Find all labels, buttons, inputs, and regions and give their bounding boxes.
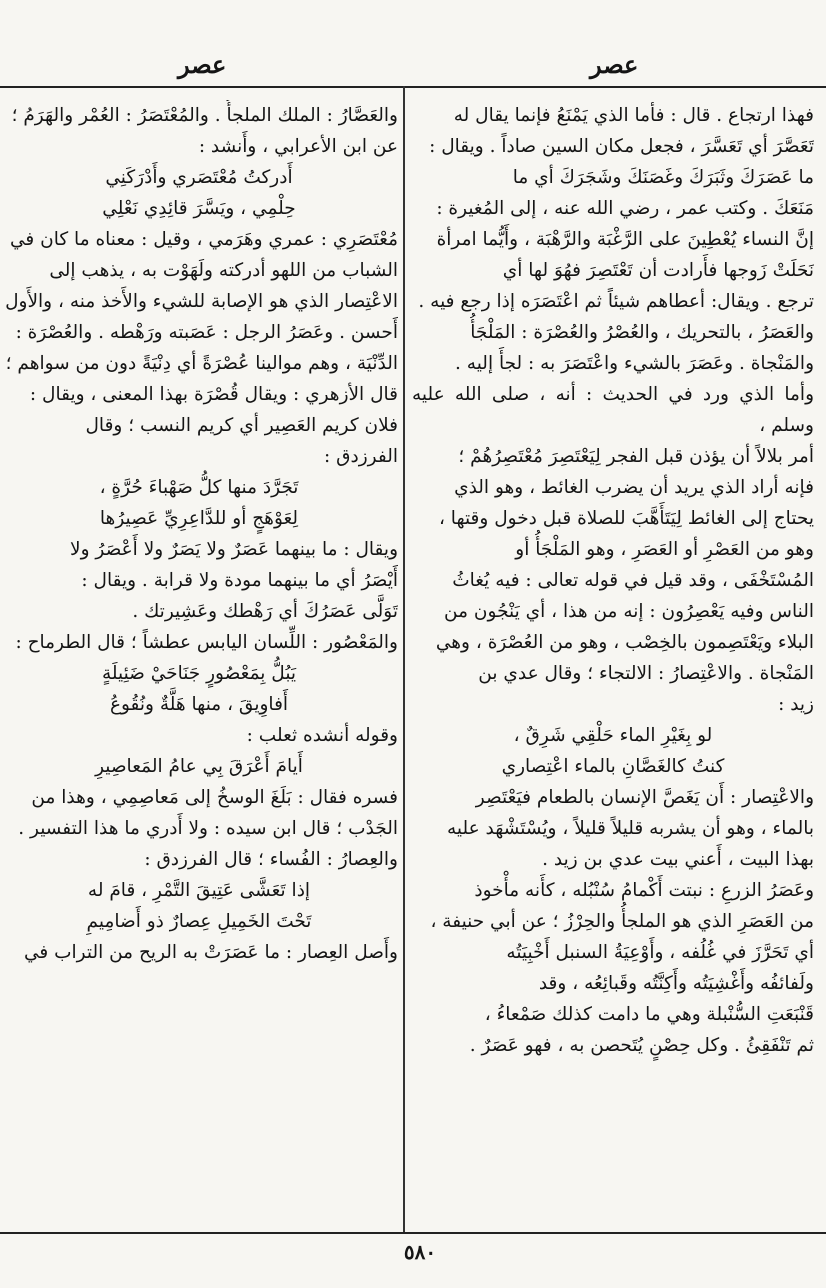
left-column-verse-4 <box>0 751 398 782</box>
verse-line: أَيامَ أَعْرَقَ بِي عامُ المَعاصِيرِ <box>95 756 303 777</box>
text-line: الفرزدق : <box>324 446 398 467</box>
left-column-text-1 <box>0 100 398 162</box>
text-line: الجَدْب ؛ قال ابن سيده : ولا أَدري ما هذا التفسير . <box>18 818 398 839</box>
text-line: ويقال : ما بينهما عَصَرٌ ولا يَصَرٌ ولا أَعْصَرُ ولا <box>70 539 398 560</box>
text-line: بالماء ، وهو أن يشربه قليلاً قليلاً ، ويُسْتَشْهَد عليه <box>447 818 814 839</box>
text-line: أي تَحَرَّزَ في غُلُفه ، وأَوْعِيَةُ السنبل أَخْبِيَتُه <box>506 942 814 963</box>
top-rule <box>0 86 826 88</box>
verse-line: إذا تَعَشَّى عَتِيقَ التَّمْرِ ، قامَ له <box>87 880 311 901</box>
text-line: وقوله أنشده ثعلب : <box>246 725 398 746</box>
page-number: ٥٨٠ <box>403 1240 437 1264</box>
text-line: وعَصَرُ الزرعِ : نبتت أَكْمامُ سُنْبُله ، كأَنه مأْخوذ <box>474 880 814 901</box>
text-line: ثم تَنْفَقِئُ . وكل حِصْنٍ يُتَحصن به ، فهو عَصَرٌ . <box>469 1035 814 1056</box>
text-line: مُعْتَصَرِي : عمري وهَرَمي ، وقيل : معناه ما كان في <box>10 229 398 250</box>
text-line: فلان كريم العَصِير أي كريم النسب ؛ وقال <box>85 415 398 436</box>
text-line: وهو من العَصْرِ أو العَصَرِ ، وهو المَلْجَأُ أو <box>515 539 814 560</box>
bottom-rule <box>0 1232 826 1234</box>
right-column <box>412 100 814 1228</box>
text-line: والمَعْصُور : اللِّسان اليابس عطشاً ؛ قال الطرماح : <box>15 632 398 653</box>
text-line: تَعَصَّرَ أي تَعَسَّرَ ، فجعل مكان السين صاداً . ويقال : <box>429 136 814 157</box>
text-line: من العَصَرِ الذي هو الملجأُ والحِرْزُ ؛ عن أبي حنيفة ، <box>430 911 814 932</box>
verse-line: أَدركتُ مُعْتَصَري وأَدْرَكَنِي <box>105 167 293 188</box>
left-column <box>0 100 398 1228</box>
text-line: الشباب من اللهو أدركته ولَهَوْت به ، يذهب إلى <box>49 260 398 281</box>
text-line: زيد : <box>778 694 814 715</box>
left-header-word: عصر <box>178 50 227 79</box>
verse-line: أَفاوِيقَ ، منها هَلَّةٌ ونُقُوعُ <box>109 694 289 715</box>
text-line: المُسْتَخْفَى ، وقد قيل في قوله تعالى : فيه يُغاثُ <box>452 570 814 591</box>
left-column-verse-3 <box>0 658 398 720</box>
text-line: عن ابن الأعرابي ، وأَنشد : <box>198 136 398 157</box>
text-line: مَنَعَكَ . وكتب عمر ، رضي الله عنه ، إلى المُغيرة : <box>436 198 814 219</box>
left-column-verse-5 <box>0 875 398 937</box>
left-column-text-6 <box>0 937 398 968</box>
verse-line: تَجَرَّدَ منها كلُّ صَهْباءَ حُرَّةٍ ، <box>99 477 299 498</box>
text-line: والعِصارُ : الفُساء ؛ قال الفرزدق : <box>144 849 398 870</box>
text-line: والمَنْجاة . وعَصَرَ بالشيء واعْتَصَرَ به : لجأَ إليه . <box>455 353 814 374</box>
left-column-verse-1 <box>0 162 398 224</box>
left-column-text-4 <box>0 720 398 751</box>
text-line: وأما الذي ورد في الحديث : أنه ، صلى الله عليه وسلم ، <box>412 384 814 436</box>
left-column-verse-2 <box>0 472 398 534</box>
right-header-word: عصر <box>590 50 639 79</box>
text-line: ولَفائفُه وأَغْشِيَتُه وأَكِنَّتُه وقَبائِعُه ، وقد <box>538 973 814 994</box>
text-line: أمر بلالاً أن يؤذن قبل الفجر لِيَعْتَصِرَ مُعْتَصِرُهُمْ ؛ <box>458 446 814 467</box>
text-line: والاعْتِصار : أَن يَغَصَّ الإنسان بالطعام فيَعْتَصِر <box>475 787 814 808</box>
text-line: والعَصَرُ ، بالتحريك ، والعُصْرُ والعُصْرَة : المَلْجَأُ <box>470 322 814 343</box>
verse-line: تَحْتَ الخَمِيلِ عِصارٌ ذو أَضامِيمِ <box>86 911 312 932</box>
text-line: فسره فقال : بَلَغَ الوسخُ إلى مَعاصِمِي ، وهذا من <box>31 787 398 808</box>
text-line: المَنْجاة . والاعْتِصارُ : الالتجاء ؛ وقال عدي بن <box>478 663 814 684</box>
verse-line: لِعَوْهَجٍ أو للدَّاعِرِيِّ عَصِيرُها <box>99 508 299 529</box>
text-line: قال الأزهري : ويقال قُصْرَة بهذا المعنى ، ويقال : <box>29 384 398 405</box>
verse-line: لو بِغَيْرِ الماء حَلْقِي شَرِقٌ ، <box>513 725 713 746</box>
text-line: إنَّ النساء يُعْطِينَ على الرَّغْبَة والرَّهْبَة ، وأَيُّما امرأة <box>436 229 814 250</box>
verse-line: يَبُلُّ بِمَعْصُورٍ جَنَاحَيْ ضَئِيلَةٍ <box>101 663 297 684</box>
left-column-text-5 <box>0 782 398 875</box>
text-line: فهذا ارتجاع . قال : فأما الذي يَمْنَعُ فإنما يقال له <box>453 105 814 126</box>
text-line: فإنه أراد الذي يريد أن يضرب الغائط ، وهو الذي <box>454 477 814 498</box>
verse-line: كنتُ كالغَصَّانِ بالماء اعْتِصاري <box>501 756 725 777</box>
text-line: وأَصل العِصار : ما عَصَرَتْ به الريح من التراب في <box>23 942 398 963</box>
text-line: يحتاج إلى الغائط لِيَتَأَهَّبَ للصلاة قبل دخول وقتها ، <box>438 508 814 529</box>
right-column-text-1 <box>412 100 814 720</box>
column-divider <box>403 86 405 1232</box>
text-line: نَحَلَتْ زَوجها فأَرادت أن تَعْتَصِرَ فهُوَ لها أي <box>502 260 814 281</box>
text-line: البلاء ويَعْتَصِمون بالخِصْب ، وهو من العُصْرَة ، وهي <box>435 632 814 653</box>
text-line: ترجع . ويقال: أعطاهم شيئاً ثم اعْتَصَرَه إذا رجع فيه . <box>418 291 814 312</box>
text-line: ما عَصَرَكَ وثَبَرَكَ وغَصَنَكَ وشَجَرَكَ أي ما <box>512 167 814 188</box>
right-column-verse-1 <box>412 720 814 782</box>
left-column-text-3 <box>0 534 398 658</box>
text-line: والعَصَّارُ : الملك الملجأُ . والمُعْتَصَرُ : العُمْر والهَرَمُ ؛ <box>11 105 398 126</box>
text-line: الدِّنْيَة ، وهم موالينا عُصْرَةً أي دِنْيَةً دون من سواهم ؛ <box>5 353 398 374</box>
text-line: الاعْتِصار الذي هو الإصابة للشيء والأَخذ منه ، والأَول <box>5 291 398 312</box>
text-line: أَحسن . وعَصَرُ الرجل : عَصَبته ورَهْطه . والعُصْرَة : <box>15 322 398 343</box>
text-line: قَنْبَعَتِ السُّنْبلة وهي ما دامت كذلك صَمْعاءُ ، <box>484 1004 814 1025</box>
text-line: تَوَلَّى عَصَرُكَ أي رَهْطك وعَشِيرتك . <box>132 601 398 622</box>
text-line: أَيْصَرُ أي ما بينهما مودة ولا قرابة . ويقال : <box>81 570 398 591</box>
right-column-text-2 <box>412 782 814 1061</box>
text-line: الناس وفيه يَعْصِرُون : إنه من هذا ، أي يَنْجُون من <box>444 601 814 622</box>
text-line: بهذا البيت ، أَعني بيت عدي بن زيد . <box>542 849 814 870</box>
verse-line: حِلْمِي ، ويَسَّرَ قائِدِي نَعْلِي <box>102 198 296 219</box>
left-column-text-2 <box>0 224 398 472</box>
